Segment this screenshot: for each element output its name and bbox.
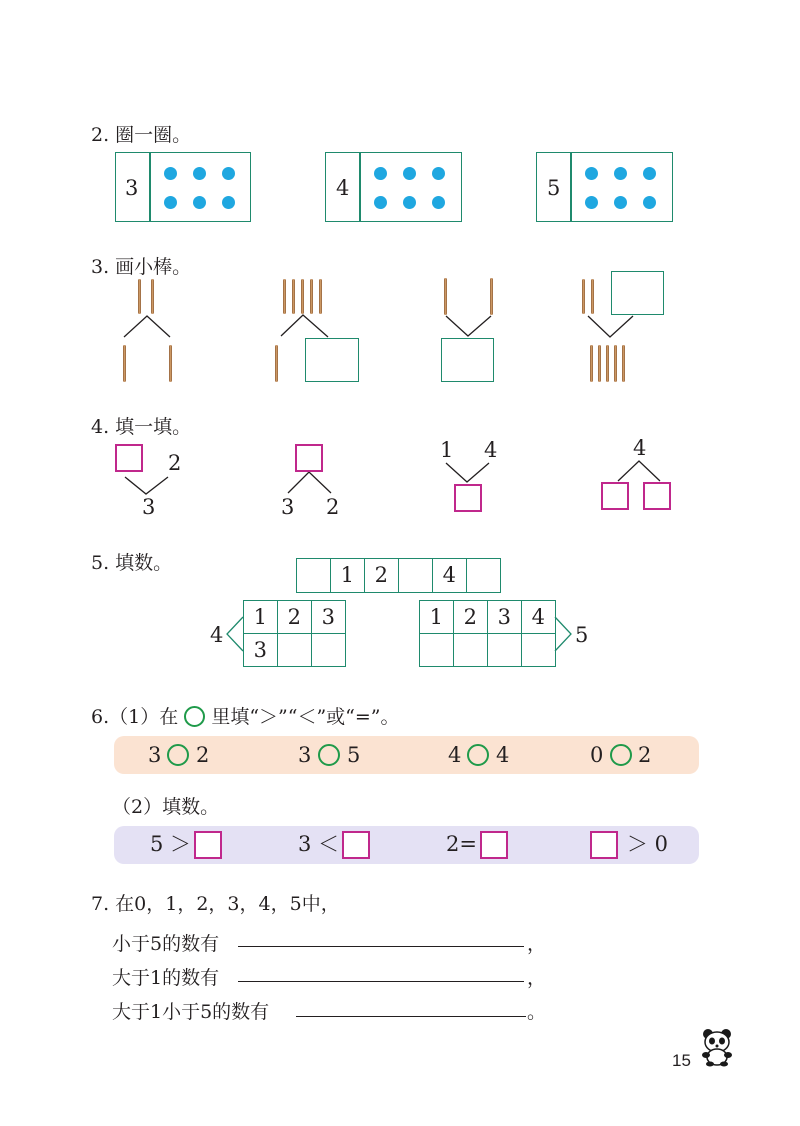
compare-circle[interactable]: [167, 744, 189, 766]
compare-left: 3: [148, 743, 162, 767]
answer-box[interactable]: [305, 338, 359, 382]
compare-circle[interactable]: [318, 744, 340, 766]
dot-box-number: 3: [125, 176, 139, 200]
answer-box[interactable]: [295, 444, 323, 472]
answer-line[interactable]: [238, 981, 524, 982]
q7-line-label: 大于1小于5的数有: [112, 1001, 270, 1023]
q7-line-end: 。: [527, 1001, 547, 1023]
q7-line-end: ，: [527, 967, 547, 989]
number-cell[interactable]: [398, 558, 434, 594]
dot-box-1: [115, 152, 251, 222]
compare-circle[interactable]: [467, 744, 489, 766]
number-cell: 4: [432, 558, 468, 594]
q2-heading: 2. 圈一圈。: [91, 124, 192, 146]
fill-text: ＞ 0: [627, 832, 669, 856]
q4-heading: 4. 填一填。: [91, 416, 192, 438]
table-cell[interactable]: [419, 633, 455, 668]
compare-right: 2: [196, 743, 210, 767]
compare-left: 3: [298, 743, 312, 767]
q4-number: 4: [633, 436, 647, 460]
fill-text: 5 ＞: [150, 832, 192, 856]
circle-icon: [184, 706, 205, 727]
answer-line[interactable]: [296, 1016, 526, 1017]
table-cell: 2: [453, 600, 489, 635]
dot-box-number: 4: [336, 176, 350, 200]
q7-line-end: ，: [527, 933, 547, 955]
compare-left: 0: [590, 743, 604, 767]
answer-box[interactable]: [611, 271, 664, 315]
q6-heading-part1: 6.（1）在: [91, 706, 179, 728]
table-cell[interactable]: [521, 633, 557, 668]
table-cell: 2: [277, 600, 313, 635]
q4-number: 1: [440, 438, 454, 462]
table-cell[interactable]: [487, 633, 523, 668]
q6-sub-heading: （2）填数。: [112, 796, 220, 818]
answer-box[interactable]: [115, 444, 143, 472]
q6-heading: [91, 702, 400, 729]
answer-box[interactable]: [441, 338, 494, 382]
q7-line-label: 大于1的数有: [112, 967, 220, 989]
q3-heading: 3. 画小棒。: [91, 256, 192, 278]
number-cell: 1: [330, 558, 366, 594]
answer-box[interactable]: [590, 831, 618, 859]
q4-number: 2: [168, 451, 182, 475]
q6-heading-part2: 里填“＞”“＜”或“=”。: [211, 706, 400, 728]
q7-heading: 7. 在0，1，2，3，4，5中，: [91, 893, 340, 915]
q4-number: 3: [142, 495, 156, 519]
q7-line-label: 小于5的数有: [112, 933, 220, 955]
table-cell[interactable]: [453, 633, 489, 668]
answer-box[interactable]: [342, 831, 370, 859]
number-cell[interactable]: [296, 558, 332, 594]
q5-heading: 5. 填数。: [91, 552, 173, 574]
dot-box-number: 5: [547, 176, 561, 200]
fill-text: 2=: [446, 832, 477, 856]
compare-left: 4: [448, 743, 462, 767]
compare-right: 5: [347, 743, 361, 767]
compare-right: 2: [638, 743, 652, 767]
answer-box[interactable]: [194, 831, 222, 859]
left-table-label: 4: [210, 623, 224, 647]
answer-line[interactable]: [238, 946, 524, 947]
number-cell: 2: [364, 558, 400, 594]
compare-right: 4: [496, 743, 510, 767]
q4-number: 2: [326, 495, 340, 519]
table-cell: 3: [311, 600, 347, 635]
q4-number: 4: [484, 438, 498, 462]
q4-number: 3: [281, 495, 295, 519]
page-number: 15: [672, 1051, 691, 1070]
table-cell: 3: [243, 633, 279, 668]
answer-box[interactable]: [601, 482, 629, 510]
table-cell: 4: [521, 600, 557, 635]
answer-box[interactable]: [454, 484, 482, 512]
dot-box-3: [536, 152, 673, 222]
answer-box[interactable]: [480, 831, 508, 859]
table-cell[interactable]: [277, 633, 313, 668]
fill-text: 3 ＜: [298, 832, 340, 856]
table-cell: 3: [487, 600, 523, 635]
table-cell[interactable]: [311, 633, 347, 668]
dot-box-2: [325, 152, 462, 222]
table-cell: 1: [243, 600, 279, 635]
number-cell[interactable]: [466, 558, 502, 594]
panda-icon: [698, 1027, 736, 1067]
right-table-label: 5: [575, 623, 589, 647]
table-cell: 1: [419, 600, 455, 635]
compare-circle[interactable]: [610, 744, 632, 766]
answer-box[interactable]: [643, 482, 671, 510]
